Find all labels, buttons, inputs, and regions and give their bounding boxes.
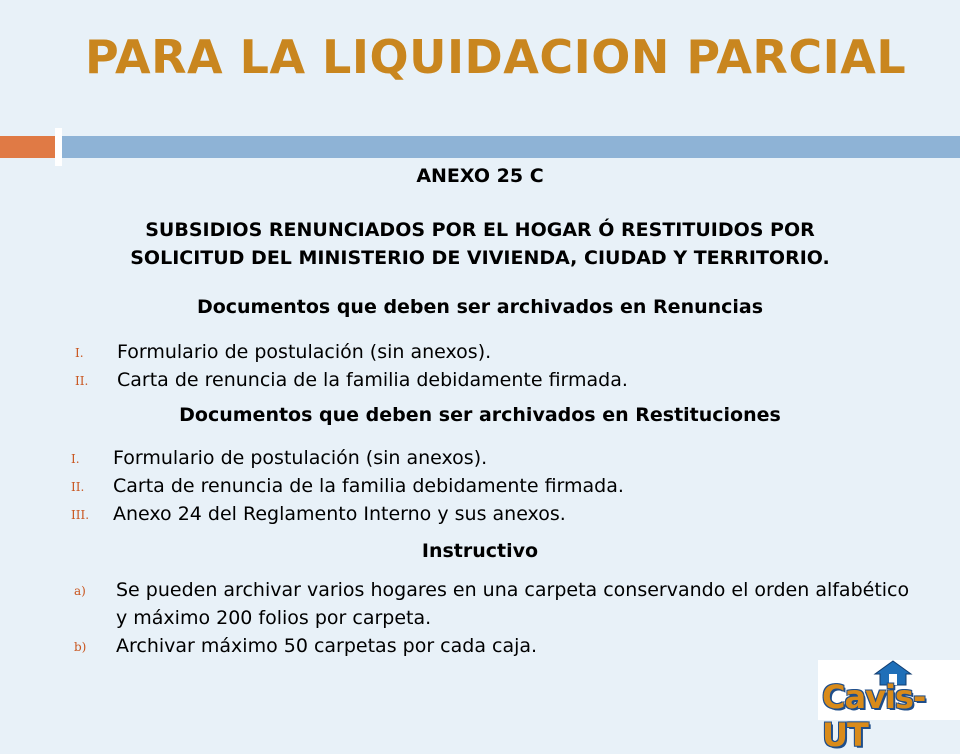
list-item <box>74 632 916 660</box>
list-numeral: III. <box>71 508 90 522</box>
subsidy-heading <box>40 216 920 272</box>
list-item <box>75 366 628 394</box>
list-numeral: I. <box>75 346 84 360</box>
accent-bar-blue <box>62 136 960 158</box>
list-item <box>71 444 624 472</box>
page-title: PARA LA LIQUIDACION PARCIAL <box>85 30 907 84</box>
list-numeral: II. <box>71 480 85 494</box>
cavis-ut-logo <box>818 660 960 754</box>
instructivo-list <box>74 576 916 660</box>
renuncias-heading: Documentos que deben ser archivados en Renuncias <box>196 296 764 318</box>
list-item <box>71 500 624 528</box>
list-numeral: I. <box>71 452 80 466</box>
list-item-text: Anexo 24 del Reglamento Interno y sus anexos. <box>113 503 566 525</box>
instructivo-heading: Instructivo <box>421 540 539 562</box>
list-item-text: Archivar máximo 50 carpetas por cada caja. <box>116 635 538 657</box>
accent-bar-separator <box>55 128 62 166</box>
list-numeral: II. <box>75 374 89 388</box>
renuncias-list <box>75 338 628 394</box>
list-item-text: Se pueden archivar varios hogares en una carpeta conservando el orden alfabético y máximo 200 folios por carpeta. <box>116 579 910 629</box>
logo-text: Cavis-UT <box>822 678 926 754</box>
list-item <box>75 338 628 366</box>
list-item <box>71 472 624 500</box>
list-item-text: Carta de renuncia de la familia debidamente firmada. <box>113 475 624 497</box>
subsidy-heading-line2: SOLICITUD DEL MINISTERIO DE VIVIENDA, CIUDAD Y TERRITORIO. <box>130 247 830 269</box>
subsidy-heading-line1: SUBSIDIOS RENUNCIADOS POR EL HOGAR Ó RESTITUIDOS POR <box>145 219 815 241</box>
restituciones-list <box>71 444 624 528</box>
list-numeral: b) <box>74 640 87 654</box>
annex-label: ANEXO 25 C <box>416 165 544 187</box>
list-item <box>74 576 916 632</box>
list-item-text: Carta de renuncia de la familia debidamente firmada. <box>117 369 628 391</box>
list-item-text: Formulario de postulación (sin anexos). <box>117 341 492 363</box>
restituciones-heading: Documentos que deben ser archivados en Restituciones <box>179 404 781 426</box>
list-numeral: a) <box>74 584 86 598</box>
list-item-text: Formulario de postulación (sin anexos). <box>113 447 488 469</box>
accent-bar-orange <box>0 136 55 158</box>
